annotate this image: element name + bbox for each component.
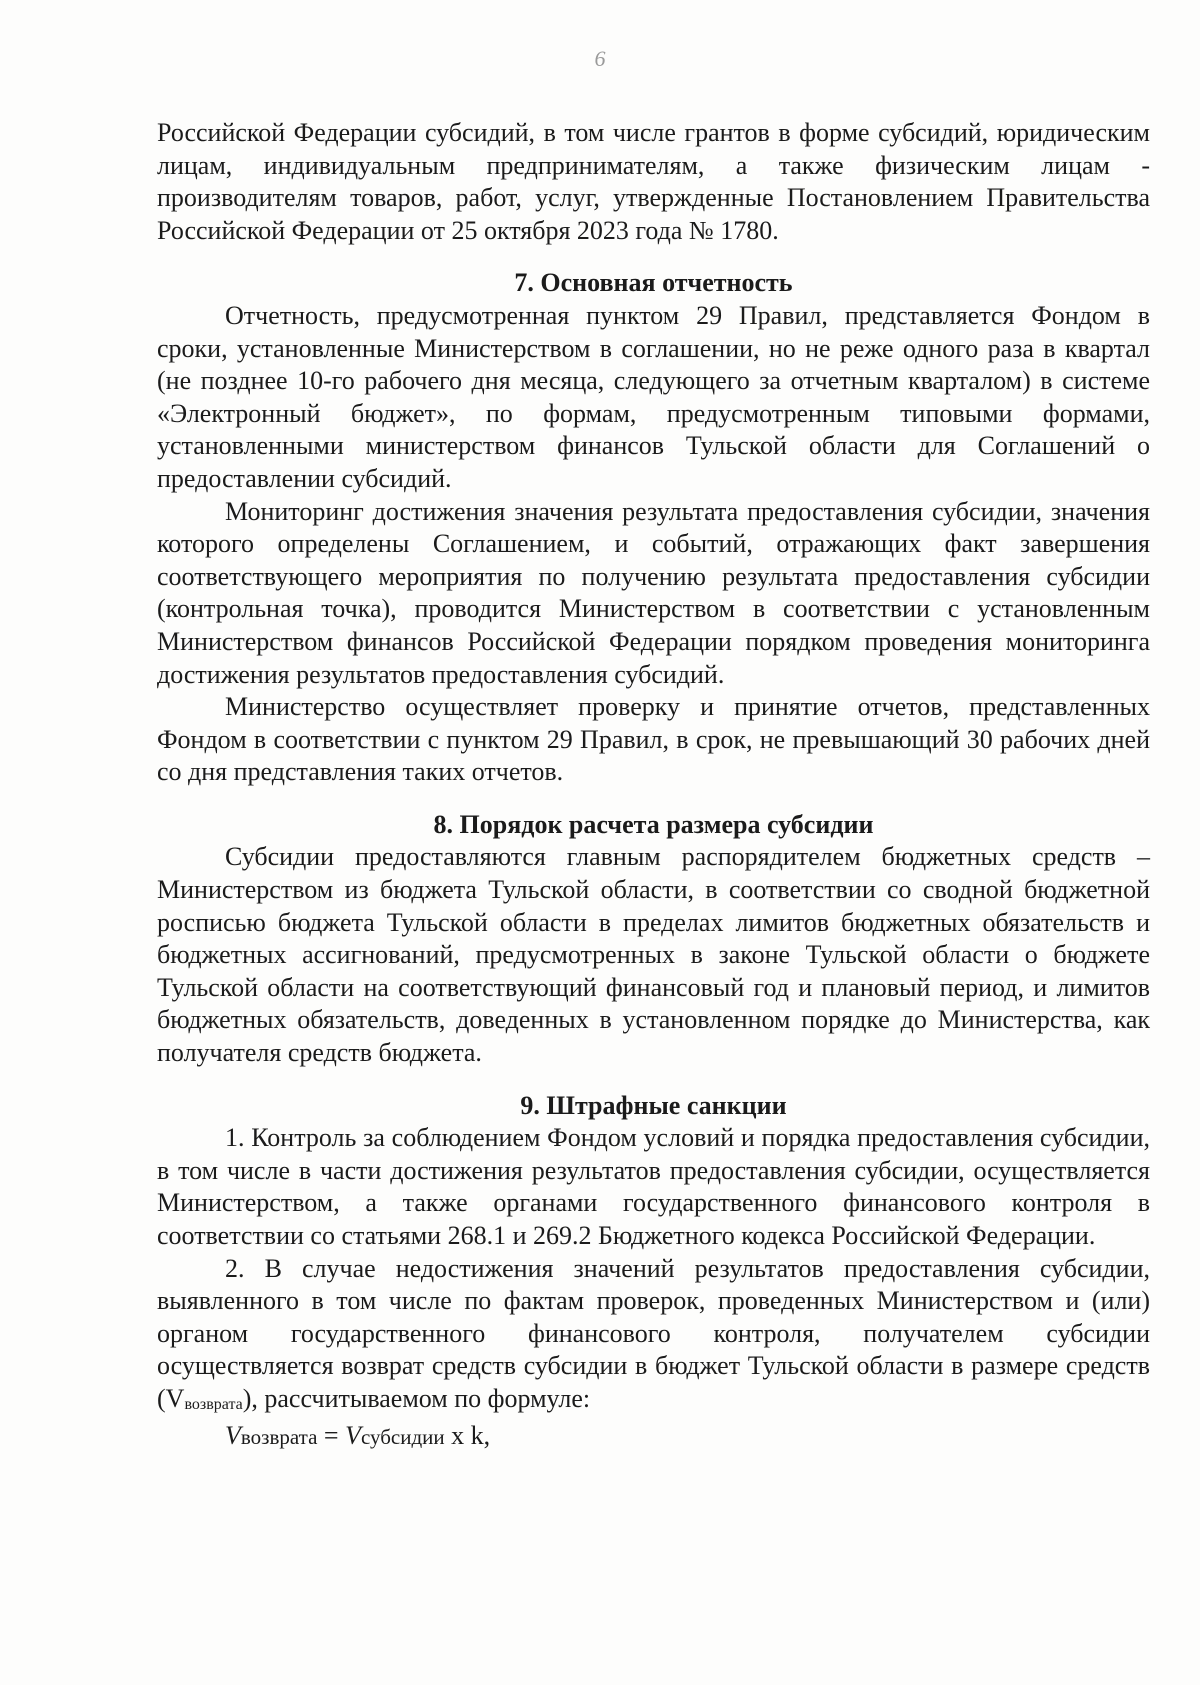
formula-tail: x k, [444,1420,491,1450]
return-formula [157,1420,1150,1454]
section-9-paragraph-2-end: ), рассчитываемом по формуле: [242,1383,591,1413]
section-7-heading: 7. Основная отчетность [514,268,793,298]
formula-eq: = [317,1420,346,1450]
section-7-paragraph-2: Мониторинг достижения значения результата предоставления субсидии, значения которого определены Соглашением, и событий, отражающих факт завершения соответствующего мероприятия по получению результата предоставления субсидии (контрольная точка), проводится Министерством в соответствии с установленным Министерством финансов Российской Федерации порядком проведения мониторинга достижения результатов предоставления субсидий. [157,496,1150,689]
section-8-heading: 8. Порядок расчета размера субсидии [433,809,874,839]
formula-sub2: субсидии [360,1424,445,1449]
section-8-paragraph-1: Субсидии предоставляются главным распорядителем бюджетных средств – Министерством из бюджета Тульской области, в соответствии со сводной бюджетной росписью бюджета Тульской области в пределах лимитов бюджетных обязательств и бюджетных ассигнований, предусмотренных в законе Тульской области о бюджете Тульской области на соответствующий финансовый год и плановый период, и лимитов бюджетных обязательств, доведенных в установленном порядке до Министерства, как получателя средств бюджета. [157,842,1150,1068]
intro-paragraph: Российской Федерации субсидий, в том числе грантов в форме субсидий, юридическим лицам, индивидуальным предпринимателям, а также физическим лицам - производителям товаров, работ, услуг, утвержденные Постановлением Правительства Российской Федерации от 25 октября 2023 года № 1780. [157,118,1150,245]
document-body [157,117,1150,1453]
section-9-paragraph-2-text: 2. В случае недостижения значений результатов предоставления субсидии, выявленного в том числе по фактам проверок, проведенных Министерством и (или) органом государственного финансового контроля, получателем субсидии осуществляется возврат средств субсидии в бюджет Тульской области в размере средств (V [157,1253,1150,1413]
section-9-heading: 9. Штрафные санкции [520,1090,787,1120]
formula-sub1: возврата [240,1424,318,1449]
formula-v1: V [225,1420,241,1450]
section-9-paragraph-1: 1. Контроль за соблюдением Фондом условий и порядка предоставления субсидии, в том числе в части достижения результатов предоставления субсидии, осуществляется Министерством, а также органами государственного финансового контроля в соответствии со статьями 268.1 и 269.2 Бюджетного кодекса Российской Федерации. [157,1123,1150,1250]
formula-v2: V [345,1420,361,1450]
page-number: 6 [594,46,606,71]
section-9-paragraph-2 [157,1253,1150,1420]
section-7-paragraph-3: Министерство осуществляет проверку и принятие отчетов, представленных Фондом в соответствии с пунктом 29 Правил, в срок, не превышающий 30 рабочих дней со дня представления таких отчетов. [157,692,1150,787]
section-7-paragraph-1: Отчетность, предусмотренная пунктом 29 Правил, представляется Фондом в сроки, установленные Министерством в соглашении, но не реже одного раза в квартал (не позднее 10-го рабочего дня месяца, следующего за отчетным кварталом) в системе «Электронный бюджет», по формам, предусмотренным типовыми формами, установленными министерством финансов Тульской области для Соглашений о предоставлении субсидий. [157,300,1150,493]
paragraph-2-subscript: возврата [184,1395,243,1413]
